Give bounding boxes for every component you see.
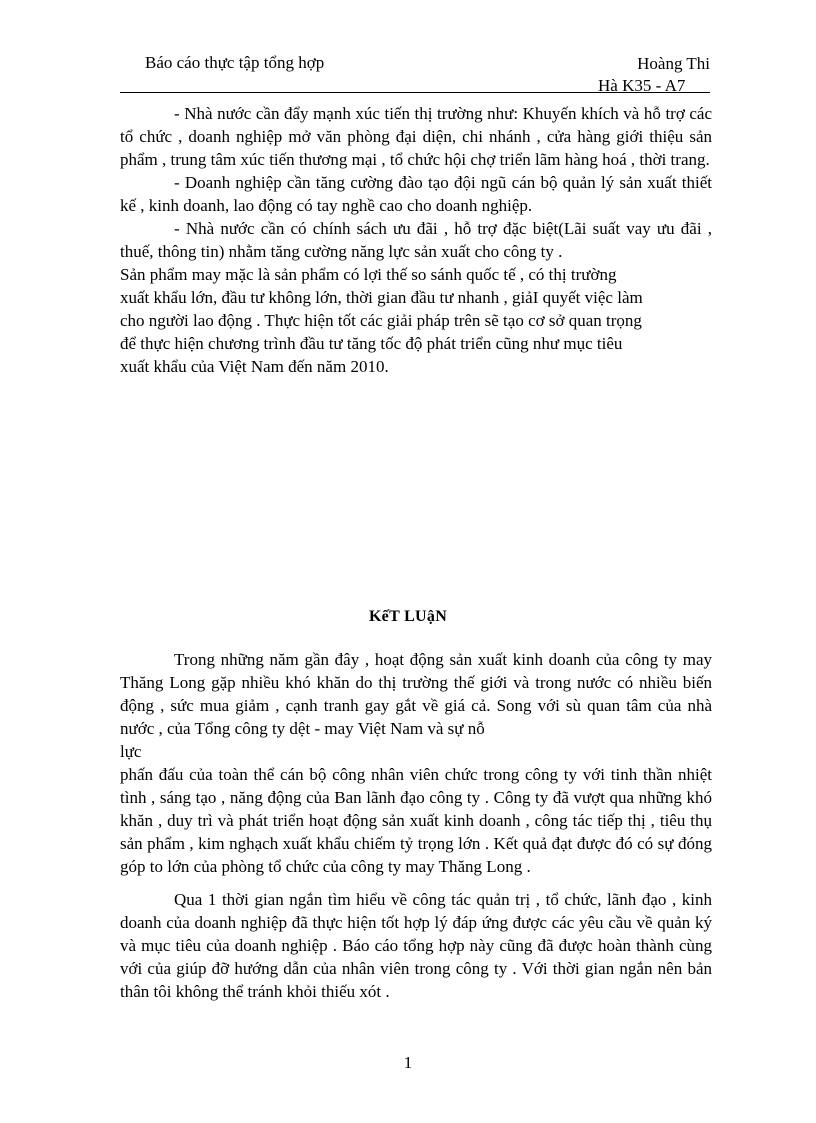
conclusion-section	[120, 648, 712, 1003]
header-author	[598, 53, 710, 97]
text-line: xuất khẩu lớn, đầu tư không lớn, thời gian đầu tư nhanh , giảI quyết việc làm	[120, 288, 643, 307]
header-author-line1: Hoàng Thi	[637, 54, 710, 73]
header-title: Báo cáo thực tập tổng hợp	[145, 53, 325, 72]
text-line: Sản phẩm may mặc là sản phẩm có lợi thế so sánh quốc tế , có thị trường	[120, 265, 617, 284]
paragraph	[120, 263, 712, 378]
text-line: cho người lao động . Thực hiện tốt các giải pháp trên sẽ tạo cơ sở quan trọng	[120, 311, 642, 330]
paragraph: Qua 1 thời gian ngắn tìm hiểu về công tác quản trị , tổ chức, lãnh đạo , kinh doanh của doanh nghiệp đã thực hiện tốt hợp lý đáp ứng được các yêu cầu về quản ký và mục tiêu của doanh nghiệp . Báo cáo tổng hợp này cũng đã được hoàn thành cùng với của giúp đỡ hướng dẫn của nhân viên trong công ty . Với thời gian ngắn nên bản thân tôi không thể tránh khỏi thiếu xót .	[120, 890, 712, 1001]
paragraph: - Nhà nước cần có chính sách ưu đãi , hỗ trợ đặc biệt(Lãi suất vay ưu đãi , thuế, thông tin) nhằm tăng cường năng lực sản xuất cho công ty .	[120, 219, 712, 261]
paragraph: Trong những năm gần đây , hoạt động sản xuất kinh doanh của công ty may Thăng Long gặp nhiều khó khăn do thị trường thế giới và trong nước có nhiều biến động , sức mua giảm , cạnh tranh gay gắt về giá cả. Song với sù quan tâm của nhà nước , của Tổng công ty dệt - may Việt Nam và sự nỗ	[120, 650, 712, 738]
text-line: xuất khẩu của Việt Nam đến năm 2010.	[120, 357, 389, 376]
header-author-line2: Hà K35 - A7	[598, 76, 686, 95]
paragraph: phấn đấu của toàn thể cán bộ công nhân viên chức trong công ty với tinh thần nhiệt tình , sáng tạo , năng động của Ban lãnh đạo công ty . Công ty đã vượt qua những khó khăn , duy trì và phát triển hoạt động sản xuất kinh doanh , công tác tiếp thị , tiêu thụ sản phẩm , kim nghạch xuất khẩu chiếm tỷ trọng lớn . Kết quả đạt được đó có sự đóng góp to lớn của phòng tổ chức của công ty may Thăng Long .	[120, 765, 712, 876]
conclusion-title: KếT LUậN	[368, 608, 448, 625]
paragraph-tail: lực	[120, 742, 142, 761]
paragraph: - Doanh nghiệp cần tăng cường đào tạo đội ngũ cán bộ quản lý sản xuất thiết kế , kinh doanh, lao động có tay nghề cao cho doanh nghiệp.	[120, 173, 712, 215]
recommendations-section	[120, 102, 712, 378]
header-rule	[120, 92, 710, 93]
text-line: để thực hiện chương trình đầu tư tăng tốc độ phát triển cũng như mục tiêu	[120, 334, 623, 353]
paragraph: - Nhà nước cần đẩy mạnh xúc tiến thị trường như: Khuyến khích và hỗ trợ các tổ chức , doanh nghiệp mở văn phòng đại diện, chi nhánh , cửa hàng giới thiệu sản phẩm , trung tâm xúc tiến thương mại , tổ chức hội chợ triển lãm hàng hoá , thời trang.	[120, 104, 712, 169]
page-number: 1	[403, 1053, 413, 1072]
